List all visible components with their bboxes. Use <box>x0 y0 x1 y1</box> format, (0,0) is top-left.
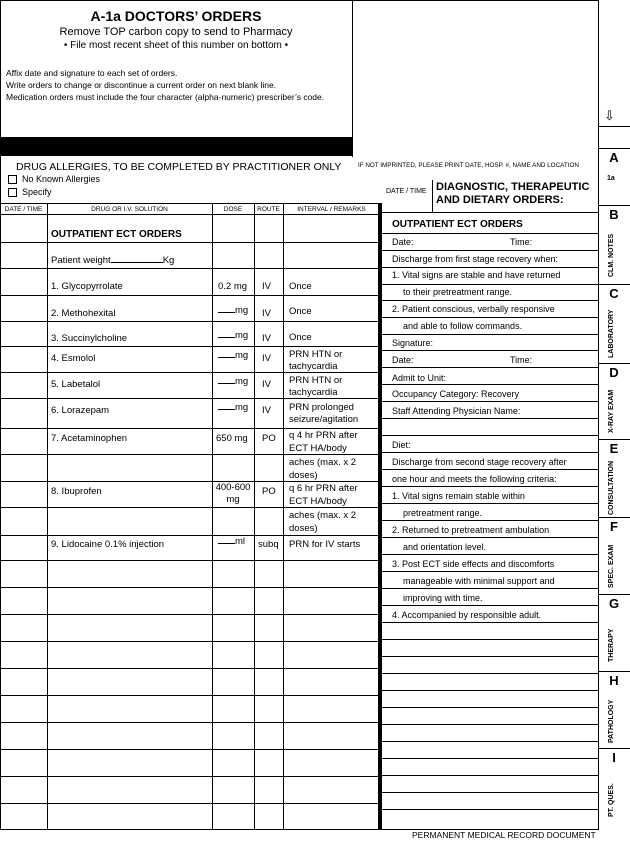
interval-value: Once <box>289 281 312 292</box>
table-row-line <box>0 321 380 322</box>
tab-c-label: LABORATORY <box>608 309 615 358</box>
criteria-line: 3. Post ECT side effects and discomforts <box>392 559 555 569</box>
tab-e-label: CONSULTATION <box>608 460 615 515</box>
sidebar-line <box>599 284 630 285</box>
no-known-allergies-label: No Known Allergies <box>22 174 101 184</box>
footer-text: PERMANENT MEDICAL RECORD DOCUMENT <box>412 830 596 840</box>
dose-value[interactable]: ml <box>218 536 245 547</box>
right-row-line <box>382 300 599 301</box>
occupancy-category: Occupancy Category: Recovery <box>392 389 520 399</box>
table-row-line <box>0 695 380 696</box>
right-row-line <box>382 267 599 268</box>
drug-name: 7. Acetaminophen <box>51 433 128 444</box>
sidebar-line <box>599 205 630 206</box>
criteria-line: and orientation level. <box>403 542 487 552</box>
table-row-line <box>0 587 380 588</box>
right-row-line <box>382 452 599 453</box>
table-row-line <box>0 295 380 296</box>
drug-name: 4. Esmolol <box>51 353 96 364</box>
tab-e[interactable]: E <box>609 441 619 456</box>
patient-weight-field[interactable] <box>111 262 163 263</box>
discharge-second-heading: Discharge from second stage recovery after <box>392 457 567 467</box>
dose-value[interactable]: mg <box>218 376 248 387</box>
right-row-line <box>382 792 599 793</box>
sidebar-line <box>599 748 630 749</box>
left-table-header-line <box>0 214 380 215</box>
col-header-dose: DOSE <box>223 206 243 213</box>
allergies-heading: DRUG ALLERGIES, TO BE COMPLETED BY PRACTITIONER ONLY <box>16 161 342 173</box>
right-row-line <box>382 520 599 521</box>
right-row-line <box>382 334 599 335</box>
left-section-title: OUTPATIENT ECT ORDERS <box>51 229 182 240</box>
imprint-note: IF NOT IMPRINTED, PLEASE PRINT DATE, HOSP. #, NAME AND LOCATION <box>358 162 579 169</box>
signature-label: Signature: <box>392 338 434 348</box>
table-row-line <box>0 803 380 804</box>
dose-value[interactable]: mg <box>218 350 248 361</box>
sidebar-line <box>599 517 630 518</box>
center-divider <box>378 203 382 830</box>
left-table-top-line <box>0 203 380 204</box>
right-row-line <box>382 554 599 555</box>
right-row-line <box>382 673 599 674</box>
tab-g[interactable]: G <box>608 596 620 611</box>
route-value: IV <box>262 308 271 319</box>
tab-i[interactable]: I <box>612 750 616 765</box>
instruction-line: Affix date and signature to each set of orders. <box>6 68 178 78</box>
right-row-line <box>382 384 599 385</box>
interval-value: PRN HTN or tachycardia <box>289 349 343 372</box>
criteria-line: and able to follow commands. <box>403 321 523 331</box>
interval-value: q 4 hr PRN after ECT HA/body aches (max. x 2 doses) <box>289 430 358 481</box>
right-row-line <box>382 233 599 234</box>
criteria-line: improving with time. <box>403 593 483 603</box>
right-row-line <box>382 418 599 419</box>
table-row-line <box>0 560 380 561</box>
interval-value: PRN prolonged seizure/agitation <box>289 402 359 425</box>
right-row-line <box>382 250 599 251</box>
table-row-line <box>0 722 380 723</box>
drug-name: 9. Lidocaine 0.1% injection <box>51 539 165 550</box>
interval-value: PRN for IV starts <box>289 539 361 550</box>
admit-to-unit-label: Admit to Unit: <box>392 373 447 383</box>
right-row-line <box>382 622 599 623</box>
route-value: IV <box>262 333 271 344</box>
tab-i-label: PT. QUES. <box>608 783 615 817</box>
table-row-line <box>0 668 380 669</box>
col-line <box>254 203 255 830</box>
right-date-time-label: DATE / TIME <box>386 188 427 195</box>
right-row-line <box>382 350 599 351</box>
right-heading: DIAGNOSTIC, THERAPEUTIC AND DIETARY ORDERS: <box>436 181 590 206</box>
col-header-route: ROUTE <box>257 206 280 213</box>
right-row-line <box>382 758 599 759</box>
right-row-line <box>382 775 599 776</box>
col-line <box>212 203 213 830</box>
table-row-line <box>0 346 380 347</box>
criteria-line: manageable with minimal support and <box>403 576 555 586</box>
route-value: PO <box>262 486 276 497</box>
no-known-allergies-checkbox[interactable] <box>8 175 17 184</box>
page-title: A-1a DOCTORS’ ORDERS <box>90 8 262 24</box>
dose-value: 0.2 mg <box>218 281 248 292</box>
sidebar-line <box>599 671 630 672</box>
right-section-title: OUTPATIENT ECT ORDERS <box>392 219 523 230</box>
file-note: • File most recent sheet of this number on bottom • <box>63 40 289 51</box>
tab-b-label: CLM. NOTES <box>608 233 615 277</box>
right-row-line <box>382 707 599 708</box>
col-header-interval: INTERVAL / REMARKS <box>297 206 366 213</box>
drug-name: 3. Succinylcholine <box>51 333 128 344</box>
criteria-line: 4. Accompanied by responsible adult. <box>392 610 542 620</box>
right-row-line <box>382 486 599 487</box>
tab-a-label: 1a <box>607 175 615 182</box>
drug-name: 8. Ibuprofen <box>51 486 102 497</box>
criteria-line: to their pretreatment range. <box>403 287 513 297</box>
col-line <box>47 203 48 830</box>
drug-name: 5. Labetalol <box>51 379 101 390</box>
down-arrow-icon: ⇩ <box>604 108 615 123</box>
specify-allergies-label: Specify <box>22 187 52 197</box>
right-row-line <box>382 469 599 470</box>
patient-weight <box>51 255 174 266</box>
specify-allergies-checkbox[interactable] <box>8 188 17 197</box>
tab-b[interactable]: B <box>609 207 619 222</box>
right-date2-label: Date: <box>392 355 414 365</box>
tab-d-label: X-RAY EXAM <box>608 389 615 433</box>
route-value: IV <box>262 353 271 364</box>
tab-f-label: SPEC. EXAM <box>608 544 615 588</box>
right-row-line <box>382 724 599 725</box>
criteria-line: 1. Vital signs are stable and have returned <box>392 270 561 280</box>
criteria-line: 2. Returned to pretreatment ambulation <box>392 525 550 535</box>
interval-value: Once <box>289 332 312 343</box>
criteria-line: 1. Vital signs remain stable within <box>392 491 525 501</box>
col-header-drug: DRUG OR I.V. SOLUTION <box>91 206 168 213</box>
right-row-line <box>382 588 599 589</box>
table-row-line <box>0 614 380 615</box>
patient-weight-label: Patient weight <box>51 255 111 266</box>
header-divider <box>352 0 353 157</box>
discharge-first-heading: Discharge from first stage recovery when: <box>392 254 559 264</box>
drug-name: 6. Lorazepam <box>51 405 110 416</box>
right-row-line <box>382 537 599 538</box>
tab-c[interactable]: C <box>609 286 619 301</box>
tab-a[interactable]: A <box>609 150 619 165</box>
route-value: subq <box>258 539 279 550</box>
col-header-date-time: DATE / TIME <box>4 206 43 213</box>
criteria-line: 2. Patient conscious, verbally responsive <box>392 304 555 314</box>
staff-attending-label: Staff Attending Physician Name: <box>392 406 521 416</box>
tab-h[interactable]: H <box>609 673 619 688</box>
right-time-label: Time: <box>510 237 533 247</box>
tab-d[interactable]: D <box>609 365 619 380</box>
instruction-line: Write orders to change or discontinue a current order on next blank line. <box>6 80 277 90</box>
right-row-line <box>382 639 599 640</box>
right-row-line <box>382 741 599 742</box>
right-row-line <box>382 317 599 318</box>
right-date-divider <box>432 180 433 212</box>
right-row-line <box>382 503 599 504</box>
dose-value: 650 mg <box>216 433 248 444</box>
diet-label: Diet: <box>392 440 411 450</box>
sidebar-line <box>599 594 630 595</box>
criteria-line: pretreatment range. <box>403 508 483 518</box>
drug-name: 1. Glycopyrrolate <box>51 281 123 292</box>
patient-weight-unit: Kg <box>162 255 175 266</box>
right-row-line <box>382 690 599 691</box>
tab-f[interactable]: F <box>610 519 618 534</box>
right-row-line <box>382 656 599 657</box>
dose-value[interactable]: mg <box>218 330 248 341</box>
instruction-line: Medication orders must include the four character (alpha-numeric) prescriber’s code. <box>6 92 325 102</box>
route-value: PO <box>262 433 276 444</box>
right-row-line <box>382 401 599 402</box>
right-row-line <box>382 435 599 436</box>
sidebar-line <box>599 439 630 440</box>
sidebar-line <box>599 363 630 364</box>
tab-g-label: THERAPY <box>608 628 615 662</box>
drug-name: 2. Methohexital <box>51 308 116 319</box>
right-heading-line <box>382 212 599 213</box>
table-row-line <box>0 268 380 269</box>
table-row-line <box>0 641 380 642</box>
col-line <box>283 203 284 830</box>
sidebar-line <box>599 148 630 149</box>
route-value: IV <box>262 281 271 292</box>
right-time2-label: Time: <box>510 355 533 365</box>
right-row-line <box>382 605 599 606</box>
table-row-line <box>0 242 380 243</box>
right-row-line <box>382 571 599 572</box>
dose-value[interactable]: mg <box>218 402 248 413</box>
right-row-line <box>382 284 599 285</box>
right-row-line <box>382 367 599 368</box>
interval-value: Once <box>289 306 312 317</box>
discharge-second-heading: one hour and meets the following criteria: <box>392 474 557 484</box>
interval-value: PRN HTN or tachycardia <box>289 375 343 398</box>
interval-value: q 6 hr PRN after ECT HA/body aches (max. x 2 doses) <box>289 483 358 534</box>
table-row-line <box>0 749 380 750</box>
page-subtitle: Remove TOP carbon copy to send to Pharmacy <box>59 26 293 38</box>
dose-value[interactable]: mg <box>218 305 248 316</box>
route-value: IV <box>262 405 271 416</box>
tab-h-label: PATHOLOGY <box>608 699 615 743</box>
table-row-line <box>0 776 380 777</box>
header-black-band <box>0 137 352 156</box>
route-value: IV <box>262 379 271 390</box>
sidebar-line <box>599 126 630 127</box>
dose-value: 400-600 mg <box>215 482 251 505</box>
right-date-label: Date: <box>392 237 414 247</box>
right-row-line <box>382 809 599 810</box>
